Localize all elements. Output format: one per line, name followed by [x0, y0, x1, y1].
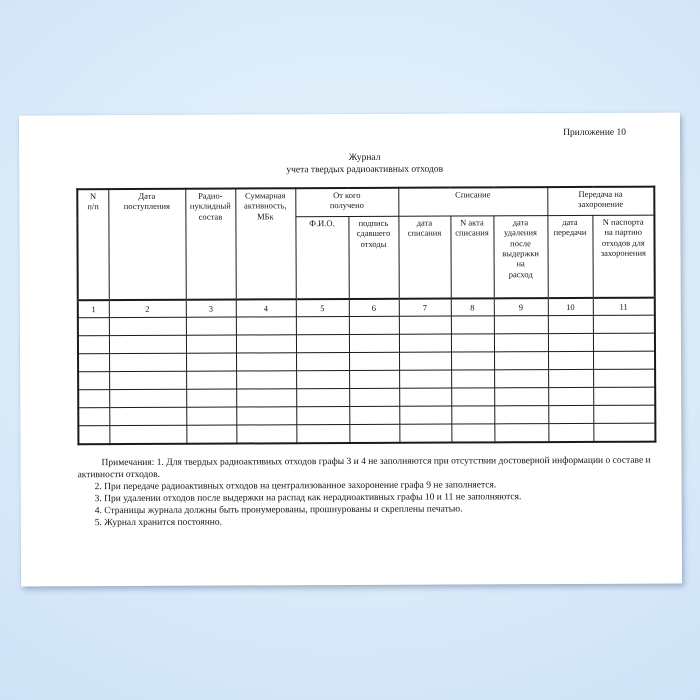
empty-cell — [236, 425, 296, 444]
column-number: 9 — [494, 298, 548, 316]
column-number: 5 — [296, 299, 349, 317]
empty-cell — [548, 333, 593, 351]
column-number: 6 — [349, 299, 399, 317]
empty-cell — [451, 334, 494, 352]
empty-cell — [78, 426, 109, 445]
note-item: 3. При удалении отходов после выдержки на распад как нерадиоактивных графы 10 и 11 не заполняются. — [94, 492, 522, 505]
empty-cell — [349, 352, 399, 370]
subcol-header-fio: Ф.И.О. — [295, 217, 348, 300]
empty-cell — [593, 387, 655, 405]
page-subtitle: учета твердых радиоактивных отходов — [286, 164, 444, 176]
empty-cell — [451, 424, 494, 443]
empty-cell — [349, 424, 399, 443]
column-number: 4 — [236, 299, 296, 317]
empty-cell — [186, 407, 236, 425]
empty-cell — [548, 405, 593, 423]
empty-cell — [494, 424, 548, 443]
group-header-writeoff: Списание — [398, 187, 547, 216]
empty-cell — [399, 316, 451, 334]
column-number: 10 — [548, 298, 593, 316]
empty-cell — [109, 335, 186, 353]
empty-cell — [236, 389, 296, 407]
col-header-npp: N п/п — [77, 189, 109, 300]
empty-cell — [109, 371, 186, 389]
empty-cell — [78, 408, 109, 426]
empty-cell — [296, 353, 349, 371]
empty-cell — [186, 389, 236, 407]
empty-cell — [296, 407, 349, 425]
empty-cell — [236, 353, 296, 371]
empty-cell — [109, 407, 186, 425]
empty-cell — [109, 353, 186, 371]
empty-cell — [451, 388, 494, 406]
empty-cell — [451, 316, 494, 334]
column-number: 11 — [593, 298, 655, 316]
empty-cell — [593, 351, 655, 369]
empty-cell — [399, 352, 451, 370]
empty-cell — [296, 425, 349, 444]
empty-cell — [593, 315, 655, 333]
empty-cell — [593, 423, 655, 442]
empty-cell — [349, 388, 399, 406]
empty-cell — [494, 316, 548, 334]
empty-cell — [548, 423, 593, 442]
empty-cell — [186, 335, 236, 353]
journal-table — [76, 186, 656, 446]
empty-cell — [78, 372, 109, 390]
note-item: Примечания: 1. Для твердых радиоактивных отходов графы 3 и 4 не заполняются при отсутствии достоверной информации о составе и активности отходов. — [77, 455, 651, 481]
empty-cell — [349, 370, 399, 388]
empty-cell — [236, 335, 296, 353]
empty-cell — [349, 316, 399, 334]
empty-cell — [78, 318, 109, 336]
empty-cell — [296, 371, 349, 389]
empty-cell — [109, 317, 186, 335]
subcol-header-writeoff-date: дата списания — [398, 216, 450, 299]
empty-cell — [78, 336, 109, 354]
empty-cell — [593, 333, 655, 351]
column-number: 7 — [399, 299, 451, 317]
empty-cell — [186, 371, 236, 389]
note-item: 4. Страницы журнала должны быть пронумерованы, прошнурованы и скреплены печатью. — [94, 504, 463, 517]
document-page — [19, 113, 682, 587]
subcol-header-removal-date: дата удаления после выдержки на расход — [493, 216, 547, 299]
col-header-activity: Суммарная активность, МБк — [235, 188, 296, 299]
empty-cell — [548, 315, 593, 333]
empty-cell — [296, 389, 349, 407]
column-number: 8 — [451, 298, 494, 316]
group-header-burial-transfer: Передача на захоронение — [547, 187, 654, 216]
col-header-radionuclide: Радио- нуклидный состав — [185, 189, 236, 300]
empty-cell — [593, 405, 655, 423]
empty-cell — [78, 354, 109, 372]
empty-cell — [186, 425, 236, 444]
empty-cell — [548, 369, 593, 387]
notes-block — [77, 455, 657, 530]
empty-cell — [236, 371, 296, 389]
empty-cell — [186, 317, 236, 335]
empty-cell — [349, 334, 399, 352]
empty-cell — [494, 388, 548, 406]
empty-cell — [296, 335, 349, 353]
empty-cell — [109, 425, 186, 444]
table-header-row-groups — [77, 187, 654, 218]
table-empty-row — [78, 423, 655, 444]
empty-cell — [593, 369, 655, 387]
note-item: 2. При передаче радиоактивных отходов на централизованное захоронение графа 9 не заполняется. — [94, 480, 497, 493]
empty-cell — [451, 406, 494, 424]
note-item: 5. Журнал хранится постоянно. — [94, 517, 223, 529]
empty-cell — [399, 406, 451, 424]
empty-cell — [451, 352, 494, 370]
empty-cell — [494, 406, 548, 424]
column-number: 3 — [186, 300, 236, 318]
col-header-receipt-date: Дата поступления — [108, 189, 186, 300]
empty-cell — [236, 407, 296, 425]
subcol-header-transfer-date: дата передачи — [547, 215, 592, 298]
subcol-header-signature: подпись сдавшего отходы — [348, 216, 398, 299]
empty-cell — [109, 389, 186, 407]
subcol-header-passport-number: N паспорта на партию отходов для захоронения — [592, 215, 654, 298]
empty-cell — [494, 334, 548, 352]
empty-cell — [349, 406, 399, 424]
column-number: 1 — [78, 300, 109, 318]
empty-cell — [494, 352, 548, 370]
column-number: 2 — [109, 300, 186, 318]
document-title-block — [76, 151, 653, 178]
empty-cell — [399, 370, 451, 388]
empty-cell — [186, 353, 236, 371]
group-header-received-from: От кого получено — [295, 188, 398, 217]
empty-cell — [548, 351, 593, 369]
empty-cell — [78, 390, 109, 408]
appendix-label: Приложение 10 — [563, 127, 627, 139]
empty-cell — [399, 424, 451, 443]
empty-cell — [296, 317, 349, 335]
empty-cell — [399, 388, 451, 406]
page-title: Журнал — [348, 152, 381, 164]
empty-cell — [399, 334, 451, 352]
subcol-header-act-number: N акта списания — [450, 216, 493, 299]
empty-cell — [451, 370, 494, 388]
empty-cell — [236, 317, 296, 335]
empty-cell — [494, 370, 548, 388]
empty-cell — [548, 387, 593, 405]
